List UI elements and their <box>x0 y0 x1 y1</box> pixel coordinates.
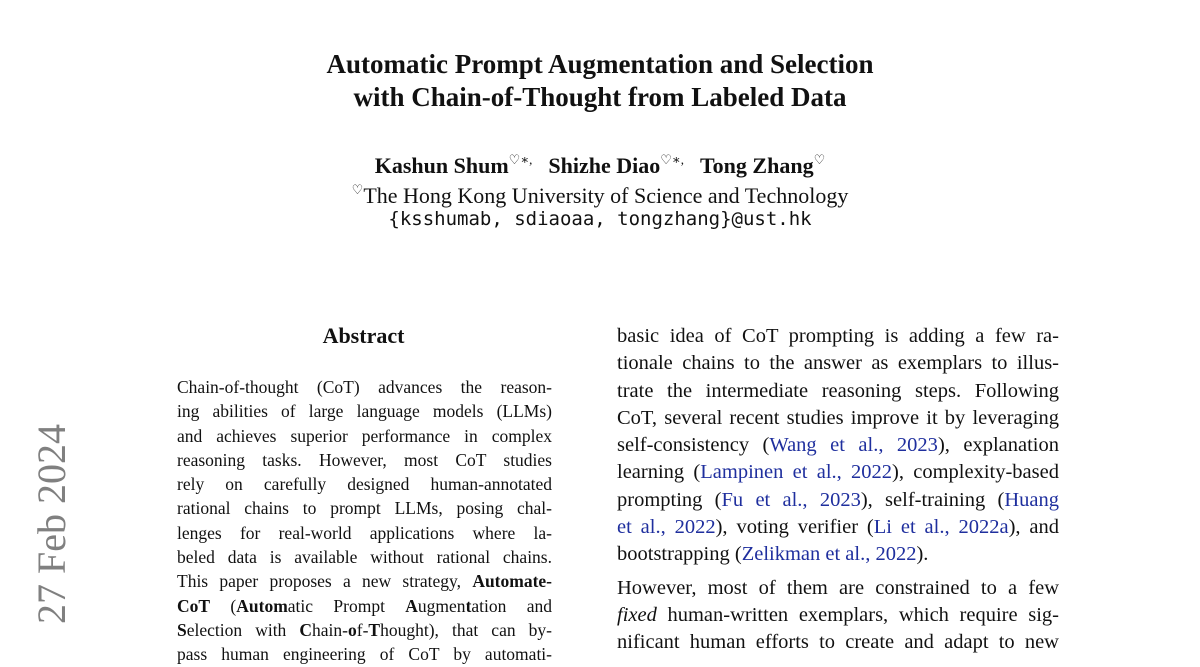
abstract-line: rely on carefully designed human-annotated <box>177 474 552 495</box>
body-line: prompting (Fu et al., 2023), self-training (Huang <box>617 488 1059 511</box>
body-line: CoT, several recent studies improve it by leveraging <box>617 406 1059 429</box>
abstract-line: Selection with Chain-of-Thought), that can by- <box>177 619 552 640</box>
abstract-line: and achieves superior performance in complex <box>177 425 552 446</box>
emphasis: fixed <box>617 603 657 626</box>
abstract-line: reasoning tasks. However, most CoT studies <box>177 449 552 470</box>
author-email: {ksshumab, sdiaoaa, tongzhang}@ust.hk <box>388 208 812 230</box>
body-line: basic idea of CoT prompting is adding a few ra- <box>617 325 1059 347</box>
author-list <box>0 146 1200 180</box>
affiliation-mark: ♡ <box>351 182 364 197</box>
body-line: tionale chains to the answer as exemplars to illus- <box>617 352 1059 375</box>
abstract-line: rational chains to prompt LLMs, posing chal- <box>177 498 552 519</box>
abstract-line: ing abilities of large language models (LLMs) <box>177 401 552 422</box>
abstract-heading: Abstract <box>322 323 405 348</box>
citation-link[interactable]: Wang et al., 2023 <box>769 434 938 457</box>
citation-link[interactable]: et al., 2022 <box>617 516 716 539</box>
citation-link[interactable]: Lampinen et al., 2022 <box>700 461 893 484</box>
abstract-line: This paper proposes a new strategy, Automate- <box>177 571 553 592</box>
affiliation-text: The Hong Kong University of Science and Technology <box>363 183 849 208</box>
body-line: et al., 2022), voting verifier (Li et al., 2022a), and <box>617 516 1059 539</box>
citation-link[interactable]: Fu et al., 2023 <box>721 488 861 511</box>
title-line-1: Automatic Prompt Augmentation and Selection <box>326 49 874 79</box>
body-line: learning (Lampinen et al., 2022), complexity-based <box>617 461 1059 484</box>
abstract-body <box>177 375 552 667</box>
citation-link[interactable]: Huang <box>1004 488 1059 511</box>
title-line-2: with Chain-of-Thought from Labeled Data <box>353 82 847 112</box>
author-name: Kashun Shum <box>374 153 509 178</box>
body-line: bootstrapping (Zelikman et al., 2022). <box>617 543 929 566</box>
author-mark: ♡∗, <box>508 152 533 167</box>
paper-title <box>0 48 1200 114</box>
method-name: Automate- <box>472 571 553 592</box>
abstract-line: lenges for real-world applications where la- <box>177 522 552 543</box>
abstract-line: pass human engineering of CoT by automati- <box>177 644 552 665</box>
author-mark: ♡∗, <box>660 152 685 167</box>
body-line: However, most of them are constrained to a few <box>617 576 1059 599</box>
abstract-line: beled data is available without rational chains. <box>177 547 552 568</box>
arxiv-side-date: 27 Feb 2024 <box>29 424 74 624</box>
affiliation <box>0 176 1200 210</box>
abstract-line: Chain-of-thought (CoT) advances the reason- <box>177 377 552 397</box>
body-line: nificant human efforts to create and adapt to new <box>617 631 1059 654</box>
body-line: fixed human-written exemplars, which require sig- <box>617 603 1059 626</box>
intro-column <box>617 323 1059 657</box>
author-name: Shizhe Diao <box>548 153 661 178</box>
citation-link[interactable]: Zelikman et al., 2022 <box>741 543 917 566</box>
citation-link[interactable]: Li et al., 2022a <box>873 516 1009 539</box>
author-name: Tong Zhang <box>700 153 814 178</box>
abstract-line: CoT (Automatic Prompt Augmentation and <box>177 595 553 616</box>
author-mark: ♡ <box>813 152 826 167</box>
body-line: self-consistency (Wang et al., 2023), explanation <box>617 434 1059 457</box>
body-line: trate the intermediate reasoning steps. Following <box>617 379 1059 402</box>
